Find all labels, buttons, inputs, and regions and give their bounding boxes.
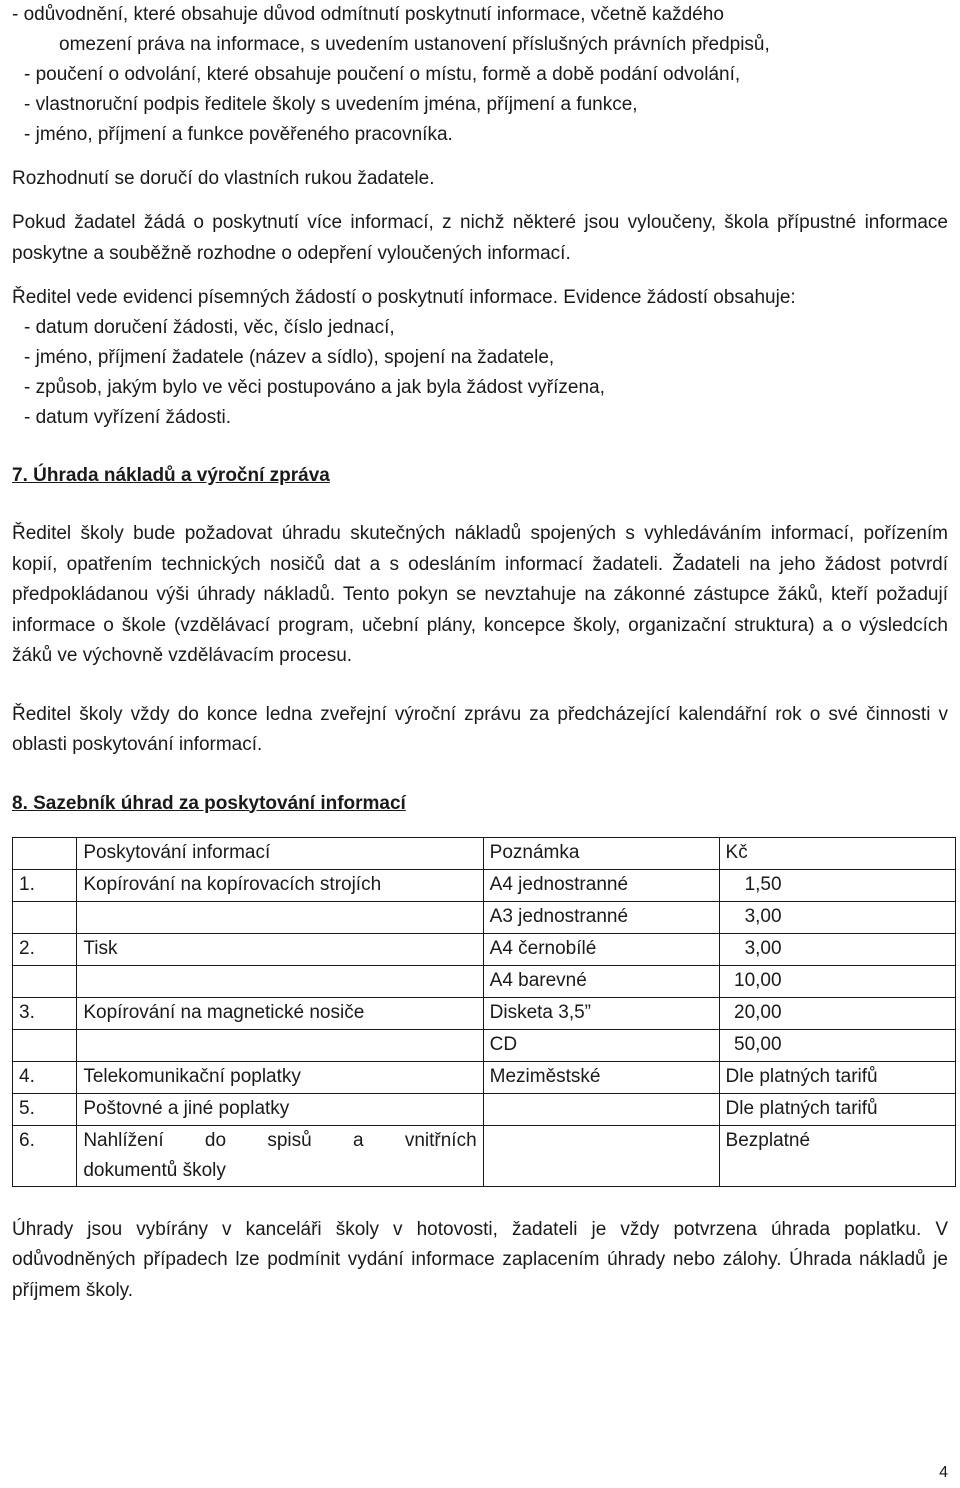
list-item-continuation: omezení práva na informace, s uvedením ustanovení příslušných právních předpisů,	[59, 34, 770, 55]
row-num: 6.	[13, 1125, 77, 1186]
page-number: 4	[939, 1464, 948, 1481]
row-service-line-2: dokumentů školy	[83, 1159, 226, 1181]
row-num: 3.	[13, 997, 77, 1029]
section-7-paragraph-1: Ředitel školy bude požadovat úhradu skutečných nákladů spojených s vyhledáváním informací, pořízením kopií, opatřením technických nosičů dat a s odesláním informací žadateli. Žadateli na jeho žádost potvrdí předpokládanou výši úhrady nákladů. Tento pokyn se nevztahuje na zákonné zástupce žáků, kteří požadují informace o škole (vzdělávací program, učební plány, koncepce školy, organizační struktura) a o výsledcích žáků ve výchovně vzdělávacím procesu.	[12, 523, 948, 666]
row-num: 2.	[13, 933, 77, 965]
list-item: - jméno, příjmení žadatele (název a sídlo), spojení na žadatele,	[24, 347, 555, 368]
row-service: Tisk	[77, 933, 483, 965]
header-price: Kč	[719, 837, 955, 869]
row-note: Disketa 3,5”	[483, 997, 719, 1029]
list-item: - poučení o odvolání, které obsahuje poučení o místu, formě a době podání odvolání,	[24, 64, 741, 85]
row-service: Poštovné a jiné poplatky	[77, 1093, 483, 1125]
list-item: - způsob, jakým bylo ve věci postupováno a jak byla žádost vyřízena,	[24, 377, 605, 398]
row-service	[77, 1029, 483, 1061]
row-price: 3,00	[744, 905, 782, 927]
row-price: Dle platných tarifů	[719, 1093, 955, 1125]
table-row	[13, 1061, 956, 1093]
row-service-line-1: Nahlížení do spisů a vnitřních	[83, 1129, 477, 1151]
row-price: Bezplatné	[719, 1125, 955, 1186]
list-item: - datum vyřízení žádosti.	[24, 407, 231, 428]
row-service	[77, 901, 483, 933]
table-row	[13, 901, 956, 933]
row-price-cell	[719, 901, 955, 933]
row-price-cell	[719, 1029, 955, 1061]
header-num	[13, 837, 77, 869]
row-num	[13, 1029, 77, 1061]
row-note: Meziměstské	[483, 1061, 719, 1093]
table-header-row	[13, 837, 956, 869]
section-8-heading: 8. Sazebník úhrad za poskytování informací	[12, 792, 406, 814]
table-row	[13, 965, 956, 997]
header-note: Poznámka	[483, 837, 719, 869]
list-item: - datum doručení žádosti, věc, číslo jednací,	[24, 317, 395, 338]
row-service: Telekomunikační poplatky	[77, 1061, 483, 1093]
row-note	[483, 1125, 719, 1186]
partial-info-paragraph: Pokud žadatel žádá o poskytnutí více informací, z nichž některé jsou vyloučeny, škola přípustné informace poskytne a souběžně rozhodne o odepření vyloučených informací.	[12, 212, 948, 264]
section-7-heading: 7. Úhrada nákladů a výroční zpráva	[12, 465, 330, 486]
table-row	[13, 869, 956, 901]
table-row	[13, 997, 956, 1029]
row-service	[77, 965, 483, 997]
row-price-cell	[719, 933, 955, 965]
table-row	[13, 933, 956, 965]
row-num: 5.	[13, 1093, 77, 1125]
delivery-paragraph: Rozhodnutí se doručí do vlastních rukou žadatele.	[12, 168, 435, 189]
row-note: A4 jednostranné	[483, 869, 719, 901]
row-price: 3,00	[744, 937, 782, 959]
row-note: A4 barevné	[483, 965, 719, 997]
row-price: 10,00	[734, 969, 782, 991]
row-service: Kopírování na kopírovacích strojích	[77, 869, 483, 901]
closing-paragraph: Úhrady jsou vybírány v kanceláři školy v hotovosti, žadateli je vždy potvrzena úhrada poplatku. V odůvodněných případech lze podmínit vydání informace zaplacením úhrady nebo zálohy. Úhrada nákladů je příjmem školy.	[12, 1218, 948, 1301]
row-note	[483, 1093, 719, 1125]
row-price: 50,00	[734, 1033, 782, 1055]
row-price: 20,00	[734, 1001, 782, 1023]
row-note: A4 černobílé	[483, 933, 719, 965]
fee-schedule-table	[12, 837, 956, 1187]
row-price: 1,50	[744, 873, 782, 895]
table-row	[13, 1029, 956, 1061]
records-list	[12, 313, 948, 433]
row-note: A3 jednostranné	[483, 901, 719, 933]
row-price-cell	[719, 965, 955, 997]
row-price-cell	[719, 997, 955, 1029]
table-row	[13, 1093, 956, 1125]
row-service: Kopírování na magnetické nosiče	[77, 997, 483, 1029]
header-service: Poskytování informací	[77, 837, 483, 869]
row-num	[13, 965, 77, 997]
row-num: 4.	[13, 1061, 77, 1093]
row-service-cell	[77, 1125, 483, 1186]
row-note: CD	[483, 1029, 719, 1061]
row-price: Dle platných tarifů	[719, 1061, 955, 1093]
section-7-paragraph-2: Ředitel školy vždy do konce ledna zveřejní výroční zprávu za předcházející kalendářní rok o své činnosti v oblasti poskytování informací.	[12, 703, 948, 755]
refusal-requirements-list	[12, 0, 948, 150]
row-price-cell	[719, 869, 955, 901]
table-row	[13, 1125, 956, 1186]
row-num: 1.	[13, 869, 77, 901]
list-item: - jméno, příjmení a funkce pověřeného pracovníka.	[24, 124, 453, 145]
list-item: - vlastnoruční podpis ředitele školy s uvedením jména, příjmení a funkce,	[24, 94, 638, 115]
row-num	[13, 901, 77, 933]
records-intro: Ředitel vede evidenci písemných žádostí o poskytnutí informace. Evidence žádostí obsahuje:	[12, 287, 796, 308]
list-item: - odůvodnění, které obsahuje důvod odmítnutí poskytnutí informace, včetně každého	[12, 4, 724, 25]
